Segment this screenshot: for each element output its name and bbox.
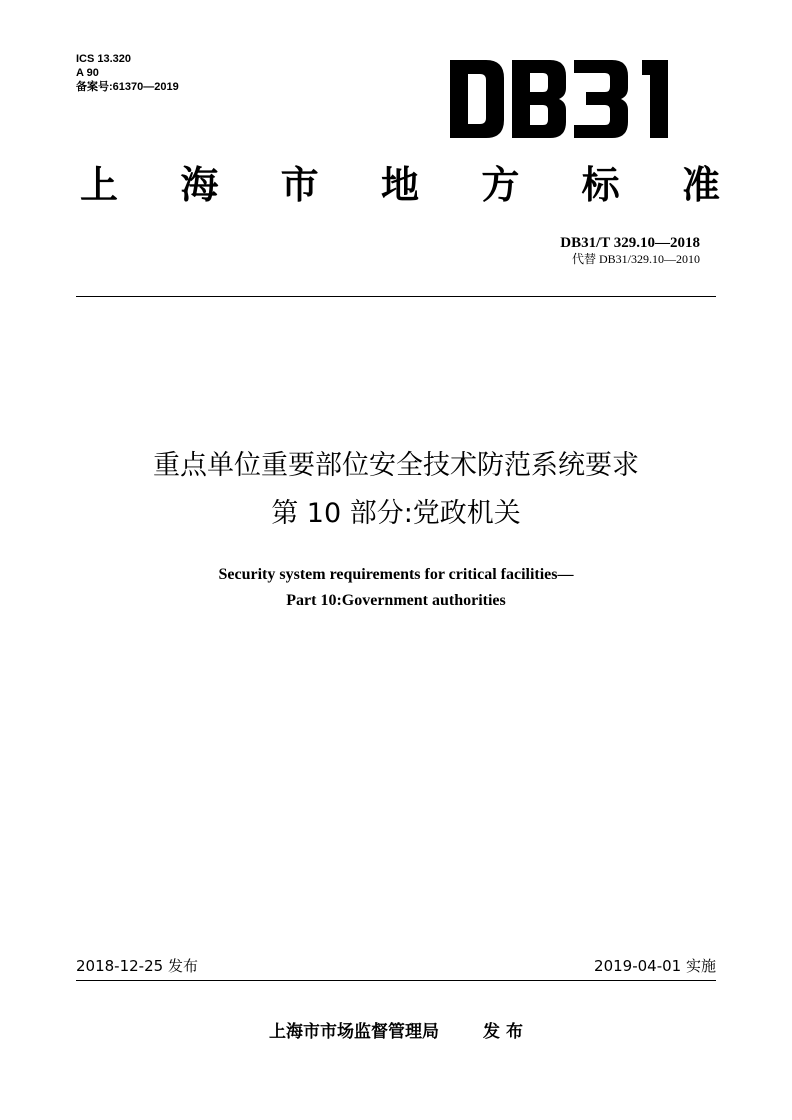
issuer-line [0, 1020, 792, 1044]
standard-type-char: 方 [481, 163, 520, 207]
classification-block [76, 52, 179, 94]
standard-type-char: 准 [681, 163, 720, 207]
standard-type-char: 上 [80, 163, 119, 207]
logo-digit-1 [642, 60, 668, 138]
logo-letter-d [450, 60, 504, 138]
ccs-code: A 90 [76, 67, 99, 79]
standard-type-char: 标 [581, 163, 620, 207]
title-line-1: 重点单位重要部位安全技术防范系统要求 [153, 450, 639, 481]
db31-logo [446, 48, 686, 148]
english-title-line-2: Part 10:Government authorities [286, 592, 506, 609]
ics-code: ICS 13.320 [76, 53, 132, 65]
issuer-action: 发 布 [483, 1022, 523, 1042]
issuer-name: 上海市市场监督管理局 [269, 1022, 440, 1042]
title-line-2: 第 10 部分:党政机关 [271, 498, 521, 529]
standard-type-char: 市 [280, 163, 319, 207]
issue-date: 2018-12-25 发布 [76, 957, 198, 975]
footer-divider [76, 980, 716, 981]
standard-type-char: 地 [380, 163, 419, 207]
header-divider [76, 296, 716, 297]
standard-number: DB31/T 329.10—2018 [560, 235, 700, 251]
english-title-line-1: Security system requirements for critical facilities— [218, 566, 574, 583]
filing-number: 备案号:61370—2019 [76, 81, 179, 93]
standard-code-block [560, 234, 700, 267]
logo-digit-3 [574, 60, 628, 138]
replaces-standard: 代替 DB31/329.10—2010 [571, 252, 700, 266]
logo-letter-b [512, 60, 566, 138]
standard-type-char: 海 [180, 163, 219, 207]
standard-type-title [80, 162, 720, 208]
effective-date: 2019-04-01 实施 [594, 957, 716, 975]
